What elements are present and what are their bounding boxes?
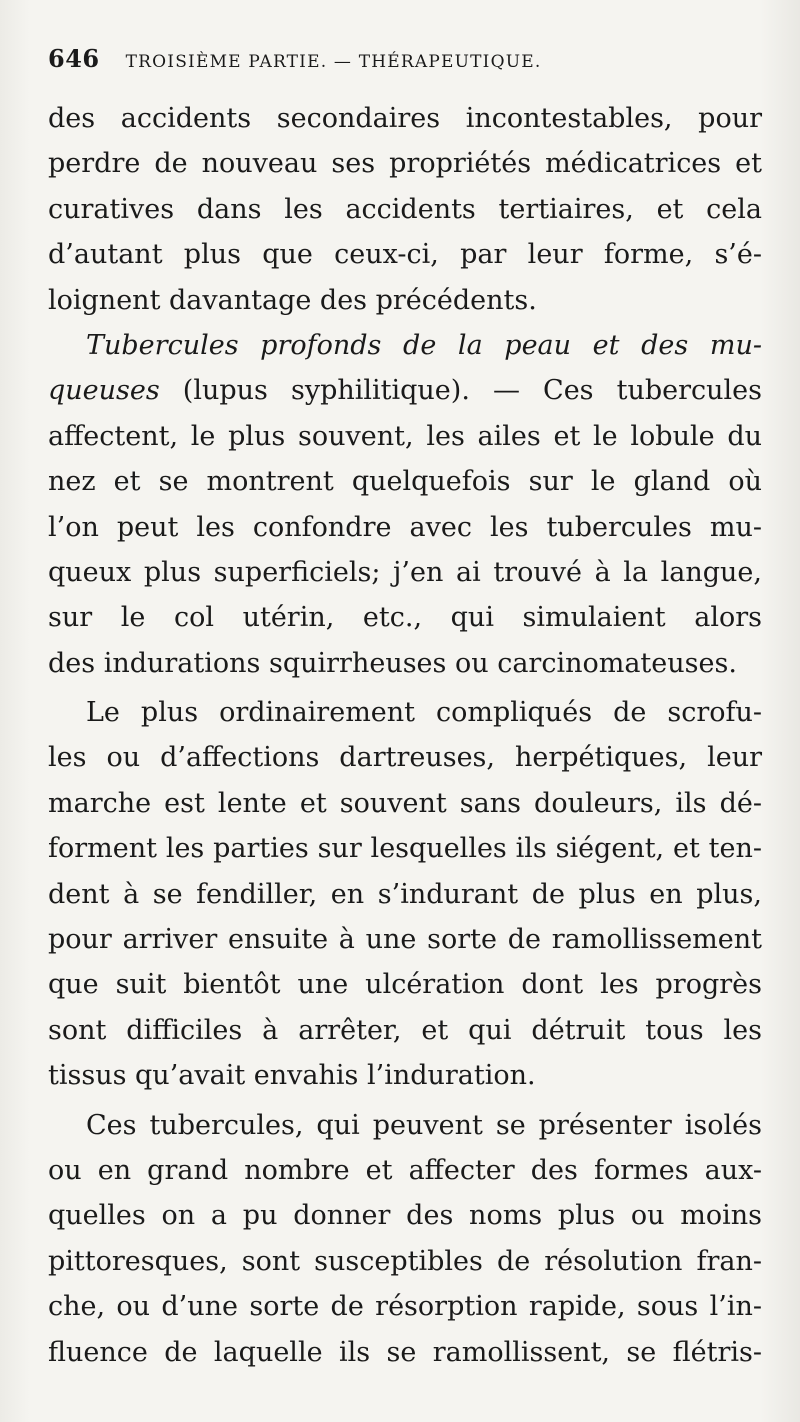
text-line: des indurations squirrheuses ou carcinomateuses. bbox=[48, 647, 737, 679]
text-line: fluence de laquelle ils se ramollissent, se flétris- bbox=[48, 1336, 762, 1368]
text-line: les ou d’affections dartreuses, herpétiques, leur bbox=[48, 742, 762, 774]
text-line: loignent davantage des précédents. bbox=[48, 284, 537, 316]
text-line: Le plus ordinairement compliqués de scrofu- bbox=[86, 697, 762, 729]
text-line: nez et se montrent quelquefois sur le gland où bbox=[48, 466, 762, 498]
italic-heading-fragment: queuses bbox=[48, 375, 160, 407]
text-line: sont difficiles à arrêter, et qui détruit tous les bbox=[48, 1014, 762, 1046]
text-line: forment les parties sur lesquelles ils siégent, et ten- bbox=[48, 833, 762, 865]
running-head: TROISIÈME PARTIE. — THÉRAPEUTIQUE. bbox=[125, 52, 542, 72]
page-number: 646 bbox=[48, 44, 100, 73]
text-line: ou en grand nombre et affecter des formes aux- bbox=[48, 1154, 762, 1186]
text-line: affectent, le plus souvent, les ailes et le lobule du bbox=[48, 420, 762, 452]
text-line: curatives dans les accidents tertiaires, et cela bbox=[48, 193, 762, 225]
text-line bbox=[48, 368, 762, 413]
text-line: dent à se fendiller, en s’indurant de plus en plus, bbox=[48, 878, 762, 910]
text-line: perdre de nouveau ses propriétés médicatrices et bbox=[48, 148, 762, 180]
text-line: pour arriver ensuite à une sorte de ramollissement bbox=[48, 924, 762, 956]
text-line: pittoresques, sont susceptibles de résolution fran- bbox=[48, 1245, 762, 1277]
text-line: Ces tubercules, qui peuvent se présenter isolés bbox=[86, 1109, 762, 1141]
text-line: marche est lente et souvent sans douleurs, ils dé- bbox=[48, 787, 762, 819]
body-text bbox=[48, 96, 762, 1375]
text-fragment: (lupus syphilitique). — Ces tubercules bbox=[159, 375, 762, 407]
text-line: sur le col utérin, etc., qui simulaient alors bbox=[48, 602, 762, 634]
page-header bbox=[48, 44, 762, 94]
text-line: des accidents secondaires incontestables, pour bbox=[48, 103, 762, 134]
text-line: que suit bientôt une ulcération dont les progrès bbox=[48, 969, 762, 1001]
text-line: l’on peut les confondre avec les tubercules mu- bbox=[48, 511, 762, 543]
text-line: tissus qu’avait envahis l’induration. bbox=[48, 1060, 536, 1092]
text-line: che, ou d’une sorte de résorption rapide, sous l’in- bbox=[48, 1291, 762, 1323]
section-heading-line: Tubercules profonds de la peau et des mu- bbox=[86, 329, 762, 361]
text-line: quelles on a pu donner des noms plus ou moins bbox=[48, 1200, 762, 1232]
text-line: queux plus superficiels; j’en ai trouvé à la langue, bbox=[48, 556, 762, 588]
text-line: d’autant plus que ceux-ci, par leur forme, s’é- bbox=[48, 239, 762, 271]
